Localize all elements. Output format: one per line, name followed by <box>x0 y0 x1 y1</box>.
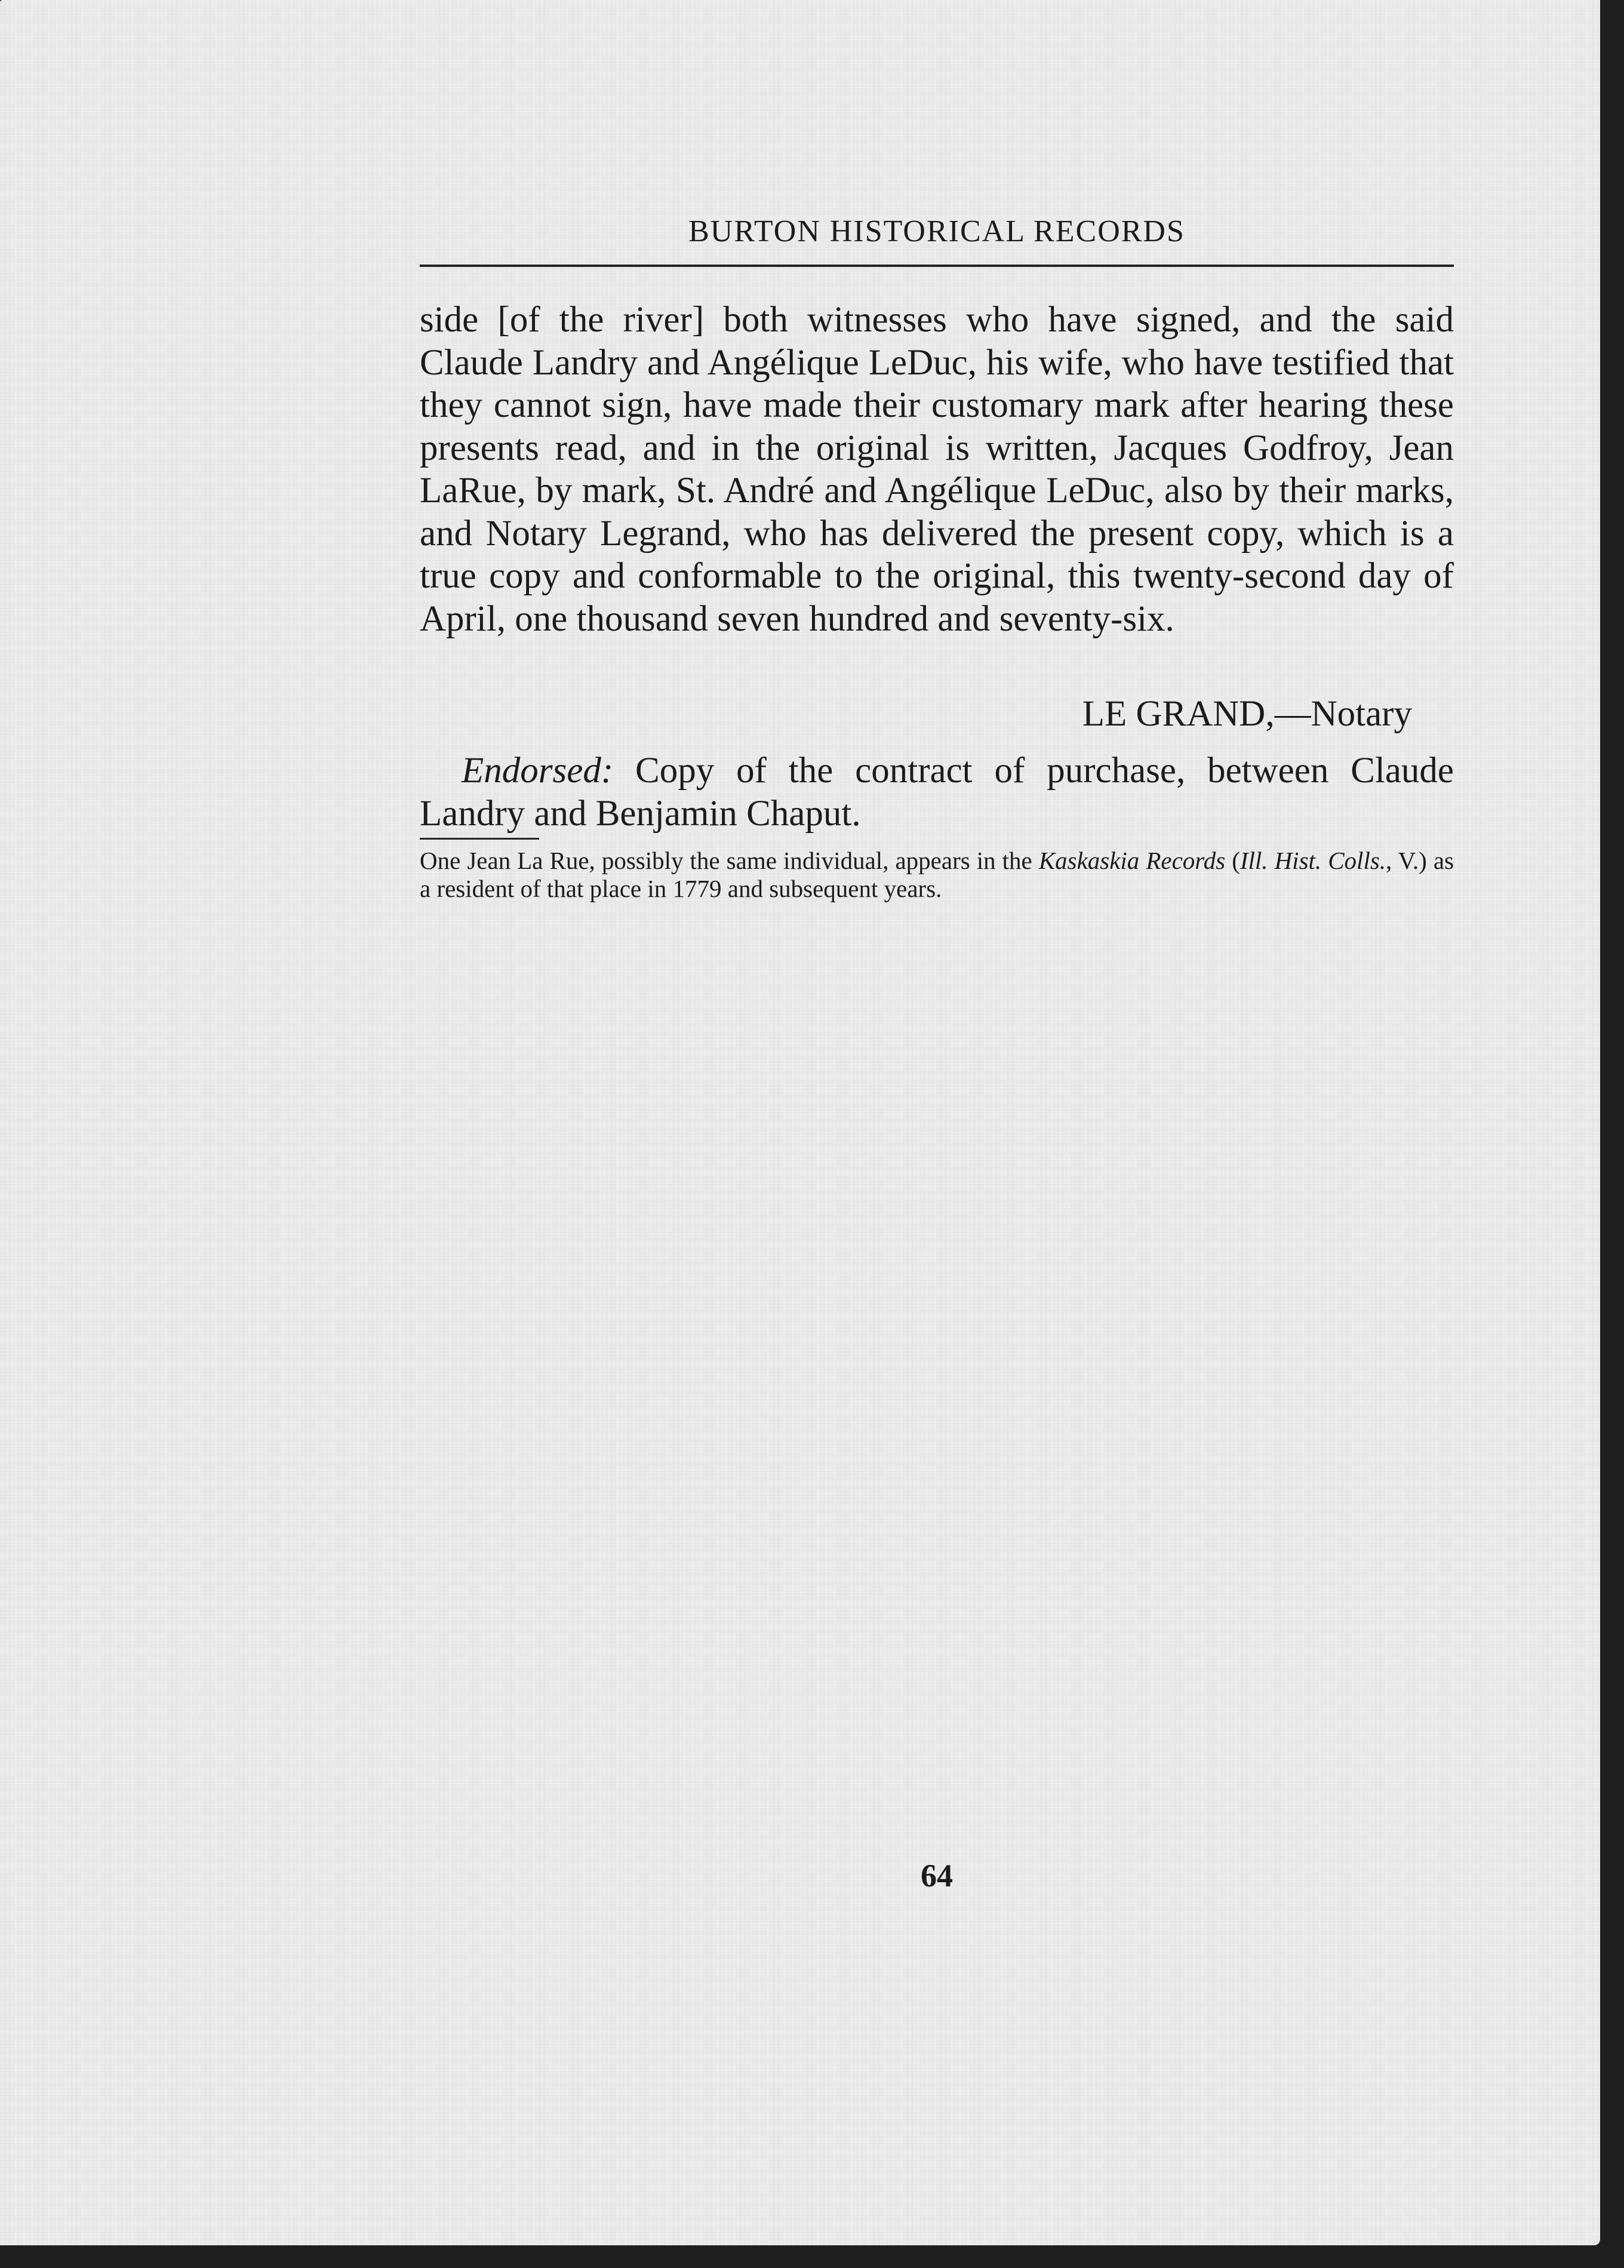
footnote-rule <box>420 838 539 840</box>
endorsement-text: Copy of the contract of purchase, between Claude Landry and Benjamin Chaput. <box>420 751 1454 834</box>
header-rule <box>420 265 1454 267</box>
page-number: 64 <box>921 1858 953 1894</box>
footnote-text-2: ( <box>1225 847 1240 874</box>
footnote <box>420 847 1454 903</box>
endorsement-lead: Endorsed: <box>462 751 614 791</box>
running-head: BURTON HISTORICAL RECORDS <box>688 214 1185 248</box>
footnote-title-colls: Ill. Hist. Colls. <box>1239 847 1386 874</box>
footnote-text-3: , V.) as a resident of that place in 1779 and subsequent years. <box>420 847 1454 902</box>
body-paragraph: side [of the river] both witnesses who have signed, and the said Claude Landry and Angélique LeDuc, his wife, who have testified that they cannot sign, have made their customary mark after hearing these presents read, and in the original is written, Jacques Godfroy, Jean LaRue, by mark, St. André and Angélique LeDuc, also by their marks, and Notary Legrand, who has delivered the present copy, which is a true copy and conformable to the original, this twenty-second day of April, one thousand seven hundred and seventy-six. <box>420 300 1454 639</box>
notary-signature: LE GRAND,—Notary <box>1082 694 1412 734</box>
footnote-title-kaskaskia: Kaskaskia Records <box>1038 847 1226 874</box>
endorsement-paragraph <box>420 749 1454 835</box>
footnote-text-1: One Jean La Rue, possibly the same individual, appears in the <box>420 847 1039 874</box>
